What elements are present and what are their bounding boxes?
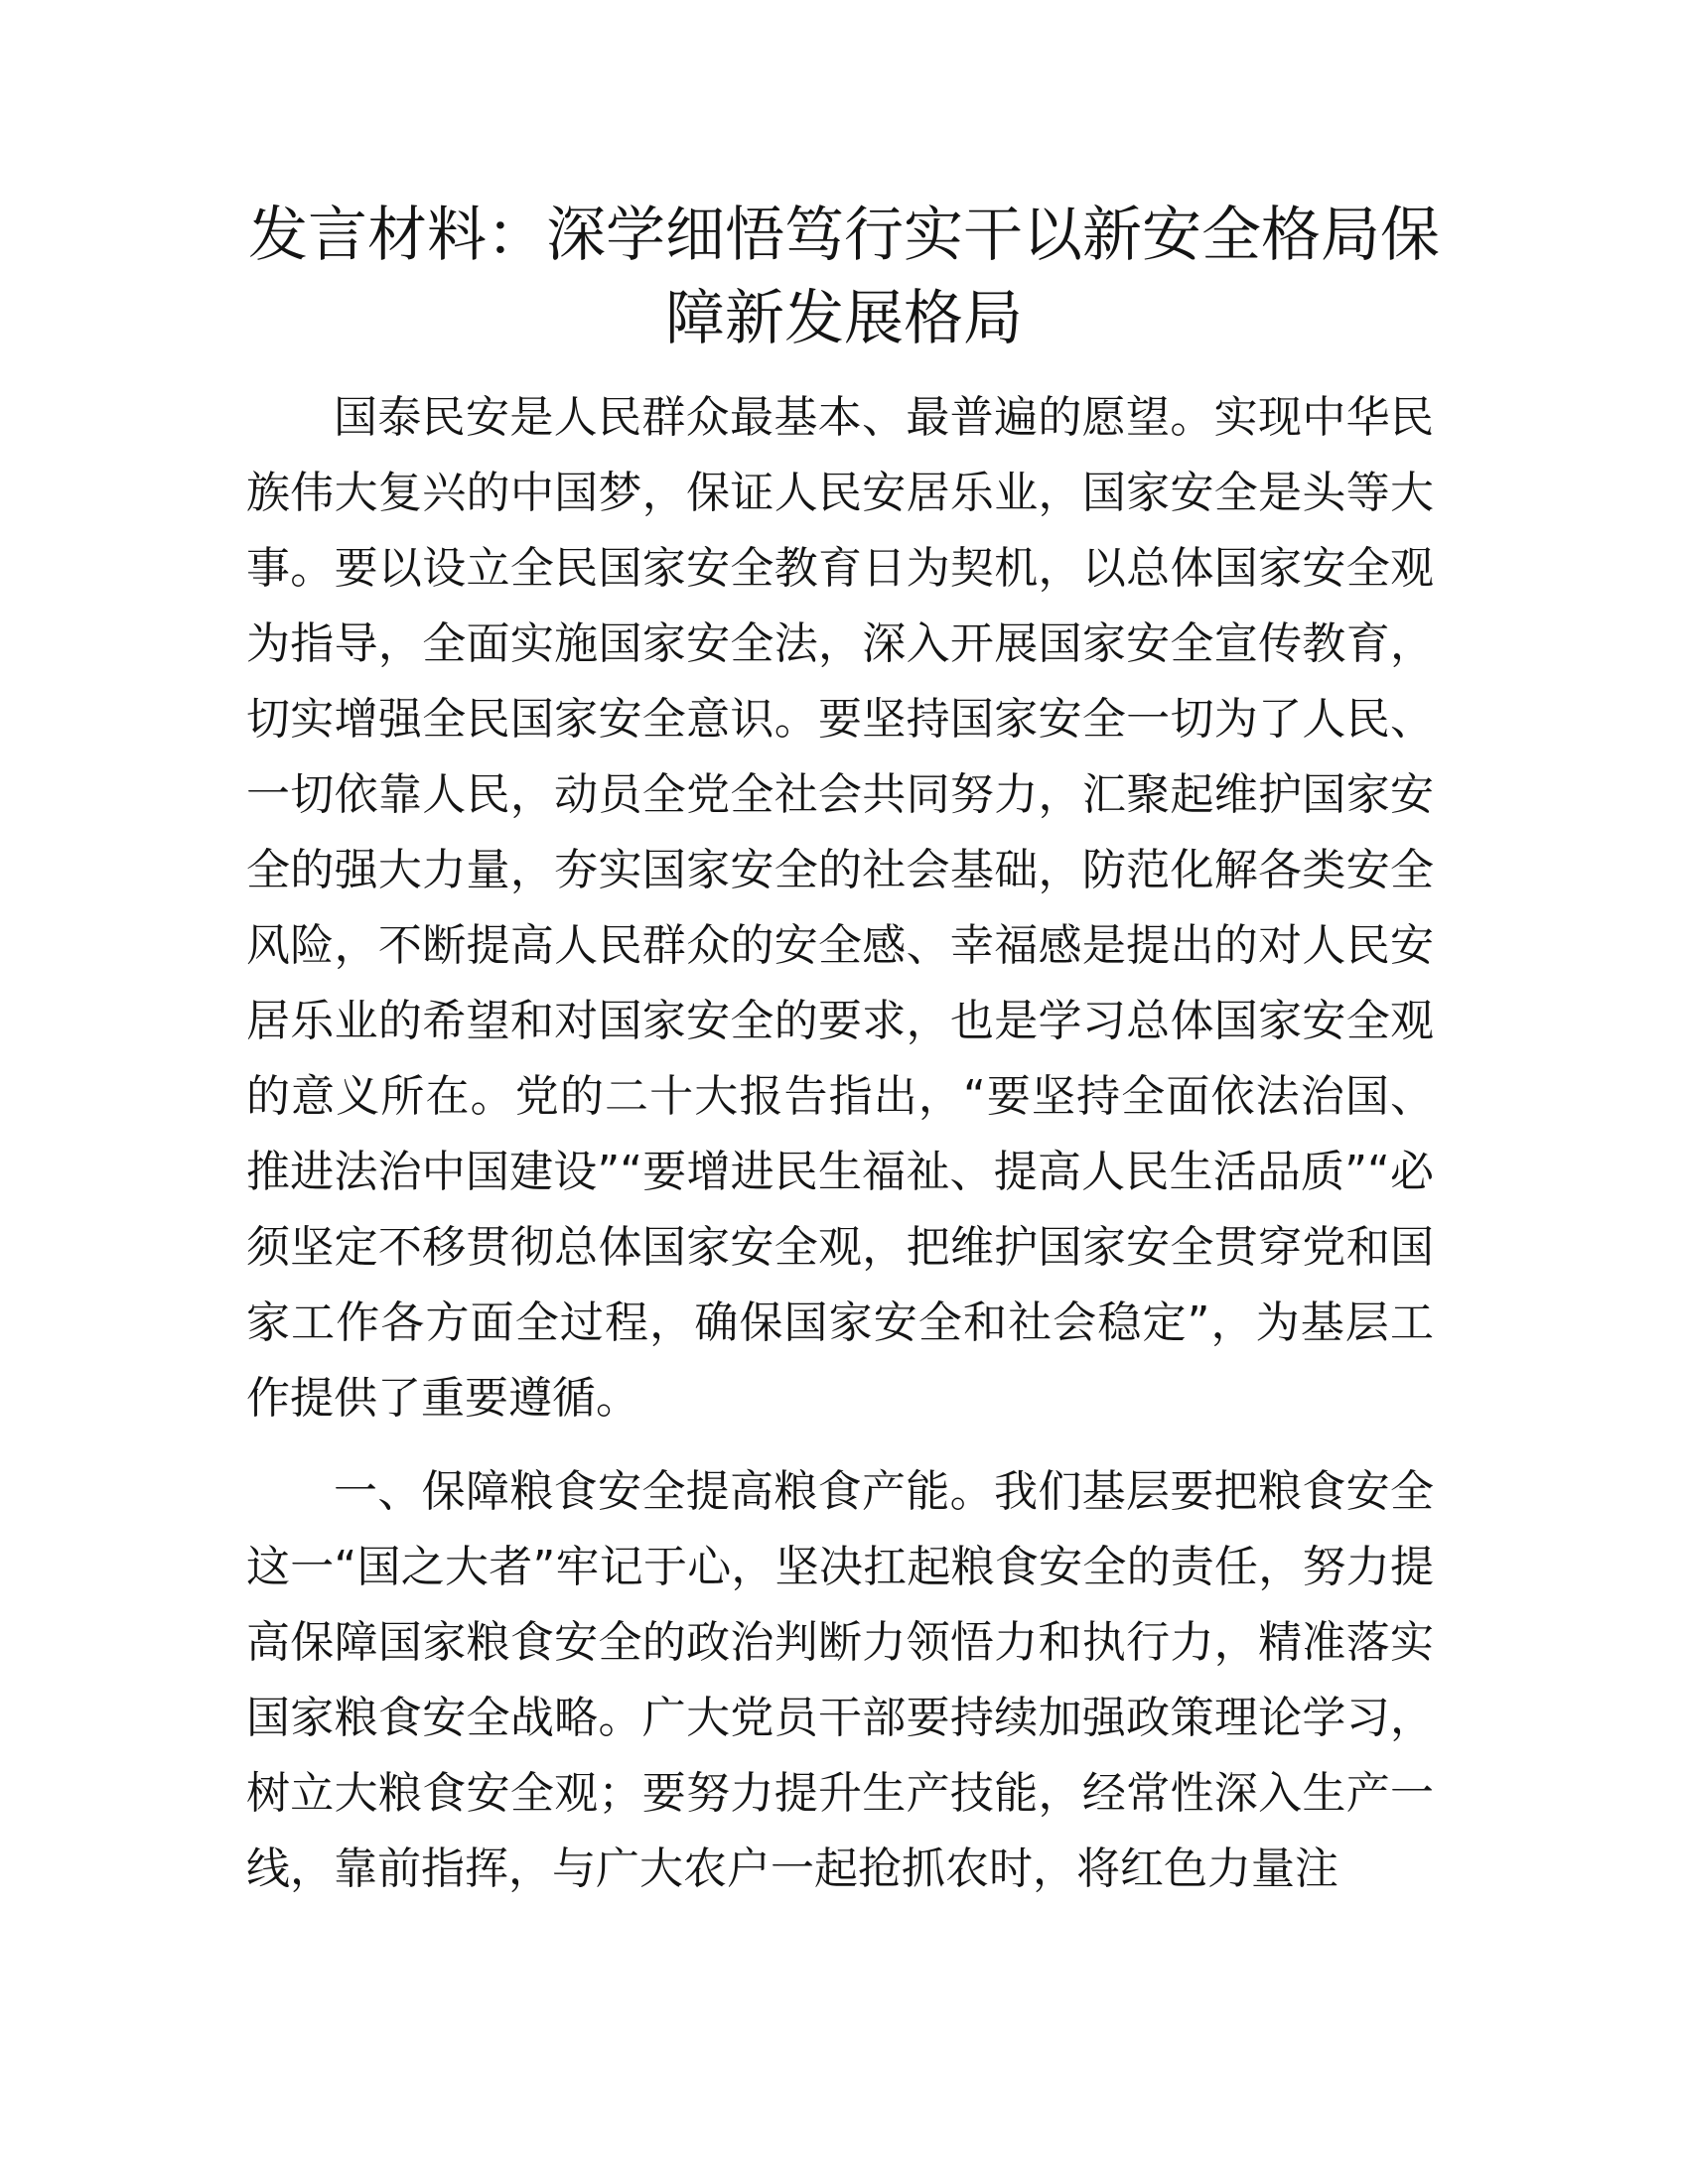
body-paragraph-section-one: 一、保障粮食安全提高粮食产能。我们基层要把粮食安全这一“国之大者”牢记于心，坚决扛起粮食安全的责任，努力提高保障国家粮食安全的政治判断力领悟力和执行力，精准落实国家粮食安全战略。广大党员干部要持续加强政策理论学习，树立大粮食安全观；要努力提升生产技能，经常性深入生产一线，靠前指挥，与广大农户一起抢抓农时，将红色力量注 [246, 1466, 1434, 1894]
document-title-line-2: 障新发展格局 [665, 284, 1023, 353]
document-title-line-1: 发言材料：深学细悟笃行实干以新安全格局保 [248, 201, 1440, 270]
document-title [199, 194, 1489, 360]
body-paragraph-intro: 国泰民安是人民群众最基本、最普遍的愿望。实现中华民族伟大复兴的中国梦，保证人民安居乐业，国家安全是头等大事。要以设立全民国家安全教育日为契机，以总体国家安全观为指导，全面实施国家安全法，深入开展国家安全宣传教育，切实增强全民国家安全意识。要坚持国家安全一切为了人民、一切依靠人民，动员全党全社会共同努力，汇聚起维护国家安全的强大力量，夯实国家安全的社会基础，防范化解各类安全风险，不断提高人民群众的安全感、幸福感是提出的对人民安居乐业的希望和对国家安全的要求，也是学习总体国家安全观的意义所在。党的二十大报告指出，“要坚持全面依法治国、推进法治中国建设”“要增进民生福祉、提高人民生活品质”“必须坚定不移贯彻总体国家安全观，把维护国家安全贯穿党和国家工作各方面全过程，确保国家安全和社会稳定”，为基层工作提供了重要遵循。 [246, 392, 1434, 1424]
